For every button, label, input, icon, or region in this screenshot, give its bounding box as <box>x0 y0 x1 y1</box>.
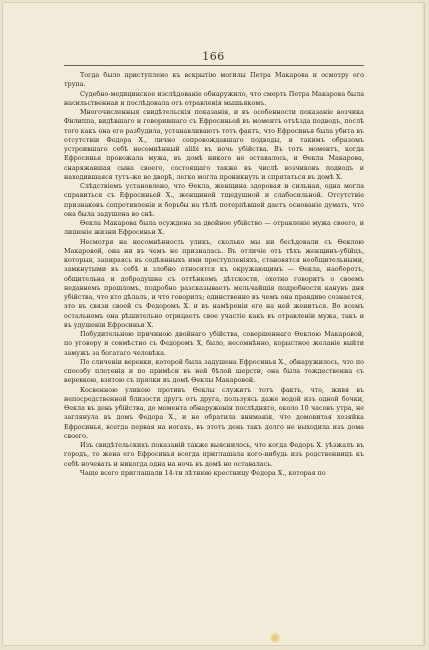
paragraph: Судебно-медицинское изслѣдованіе обнаружило, что смерть Петра Макарова была насильственная и послѣдовала отъ отравленія мышьякомъ. <box>64 89 364 107</box>
paragraph: Косвенною уликою противъ Ѳеклы служитъ тотъ фактъ, что, живя въ непосредственной близости другъ отъ друга, пользуясь даже водой изъ одной бочки, Ѳекла въ день убійства, до момента обнаруженія послѣдняго, около 10 часовъ утра, не заглянула въ домъ Федора Х., и не обратила вниманія, что домовитая хозяйка Ефросинья, всегда первая на ногахъ, въ этотъ день такъ долго не выходила изъ дома своего. <box>64 385 364 440</box>
paragraph: Слѣдствіемъ установлено, что Ѳекла, женщина здоровая и сильная, одна могла справиться съ Ефросиньей Х., женщиной тщедушной и слабосильной. Отсутствіе признаковъ сопротивленія и борьбы на тѣлѣ потерпѣвшей даетъ основаніе думать, что она была задушена во снѣ. <box>64 182 364 218</box>
body-text <box>64 71 364 478</box>
paper-stain <box>270 633 280 643</box>
page-number: 166 <box>202 50 225 63</box>
page-edge-shadow <box>422 2 425 646</box>
paragraph: Изъ свидѣтельскихъ показаній также выяснилось, что когда Федоръ Х. уѣзжалъ въ городъ, то жена его Ефросинья всегда приглашала кого-нибудь изъ родственницъ къ себѣ ночевать и никогда одна на ночь въ домѣ не оставалась. <box>64 441 364 468</box>
paragraph: Тогда было приступлено къ вскрытію могилы Петра Макарова и осмотру его трупа. <box>64 71 364 89</box>
paragraph: Несмотря на несомнѣнность уликъ, сколько мы ни бесѣдовали съ Ѳеклою Макаровой, она ни въ чемъ не призналась. Въ отличіе отъ тѣхъ женщинъ-убійцъ, которыя, запираясь въ содѣянныхъ ими преступленіяхъ, становятся необщительными, замкнутыми въ себѣ и злобно относятся къ окружающимъ — Ѳекла, наоборотъ, общительна и добродушна съ оттѣнкомъ дѣтскости, охотно говоритъ о своемъ недавнемъ прошломъ, подробно разсказываетъ мельчайшія подробности канувъ дня убійства, что кто дѣлалъ, и что говорилъ; единственно въ чемъ она правдиво сознается, это въ связи своей съ Федоромъ Х. и въ намѣреніи его на ней жениться. Во всемъ остальномъ она рѣшительно отрицаетъ свое участіе какъ въ отравленіи мужа, такъ и въ удушеніи Ефросиньи Х. <box>64 237 364 329</box>
document-page <box>2 2 425 646</box>
paragraph: По сличеніи веревки, которой была задушена Ефросинья Х., обнаружилось, что по способу плетенія и по примѣси въ ней бѣлой шерсти, она была тождественна съ веревкою, взятою съ прялки въ домѣ Ѳеклы Макаровой. <box>64 357 364 385</box>
paragraph: Чаще всего приглашали 14-ти лѣтнюю крестницу Федора Х., которая по <box>80 468 326 477</box>
paragraph: Побудительною причиною двойнаго убійства, совершеннаго Ѳеклою Макаровой, по уговору и совмѣстно съ Федоромъ Х, было, несомнѣнно, корыстное желаніе выйти замужъ за богатаго человѣка. <box>64 330 364 357</box>
paragraph: Многочисленныя свидѣтельскія показанія, и въ особенности показаніе возчика Филиппа, видѣвшаго и говорившаго съ Ефросиньей въ моментъ отъѣзда подводъ, послѣ того какъ она его разбудила, устанавливаютъ тотъ фактъ, что Ефросинья была убита въ отсутствіи Федора Х., лично сопровождавшаго подводы, и такимъ образомъ устроившаго себѣ несомнѣнный alibi въ ночь убійства. Въ тотъ моментъ, когда Ефросинья провожала мужа, въ домѣ никого не оставалось, и Ѳекла Макарова, снаряжавшая сына своего, состоящаго также въ числѣ возчиковъ подводъ и находившаяся тутъ-же во дворѣ, легко могла проникнуть и спрятаться въ домѣ Х. <box>64 108 364 181</box>
header-rule <box>64 65 364 66</box>
paragraph: Ѳекла Макарова была осуждена за двойное убійство — отравленіе мужа своего, и лишеніе жизни Ефросиньи Х. <box>64 219 364 237</box>
